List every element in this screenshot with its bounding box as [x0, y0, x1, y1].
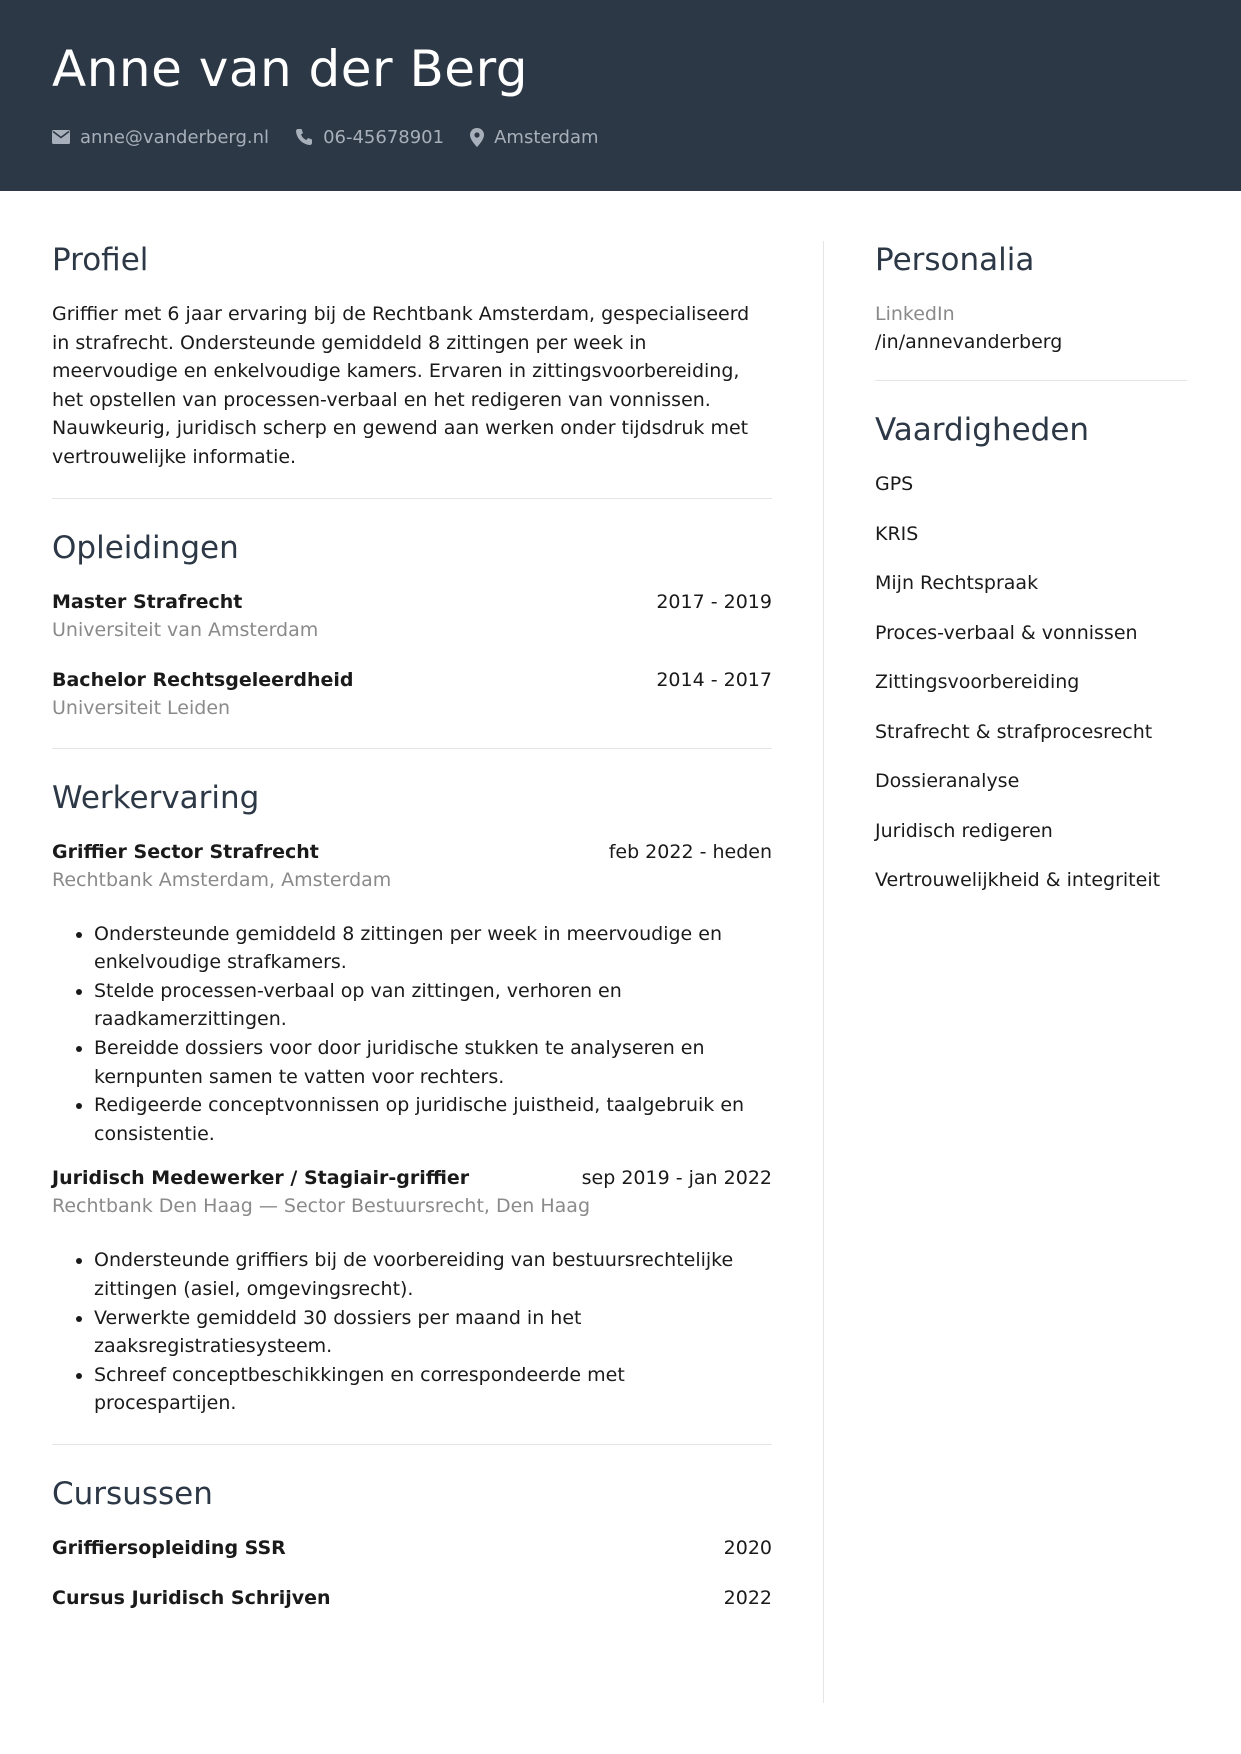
- profile-text: Griffier met 6 jaar ervaring bij de Rechtbank Amsterdam, gespecialiseerd in strafrecht. Ondersteunde gemiddeld 8 zittingen per week in meervoudige en enkelvoudige kamers. Ervaren in zittingsvoorbereiding, het opstellen van processen-verbaal en het redigeren van vonnissen. Nauwkeurig, juridisch scherp en gewend aan werken onder tijdsdruk met vertrouwelijke informatie.: [52, 303, 750, 468]
- list-item: • Stelde processen-verbaal op van zittingen, verhoren en raadkamerzittingen.: [94, 977, 772, 1034]
- location-text: Amsterdam: [494, 126, 599, 148]
- job-period: sep 2019 - jan 2022: [581, 1167, 772, 1190]
- skill-item: Strafrecht & strafprocesrecht: [875, 720, 1153, 743]
- list-item: • Schreef conceptbeschikkingen en correspondeerde met procespartijen.: [94, 1361, 772, 1418]
- skill-item: Mijn Rechtspraak: [875, 572, 1039, 594]
- section-divider: [875, 380, 1187, 381]
- personal-section: [875, 240, 1187, 356]
- contact-phone: [295, 127, 444, 148]
- job-role: Juridisch Medewerker / Stagiair-griffier: [52, 1167, 470, 1190]
- job-organization: Rechtbank Den Haag — Sector Bestuursrecht, Den Haag: [52, 1195, 591, 1218]
- course-name: Cursus Juridisch Schrijven: [52, 1586, 331, 1609]
- courses-title: Cursussen: [52, 1475, 213, 1512]
- section-divider: [52, 1444, 772, 1445]
- candidate-name: Anne van der Berg: [52, 40, 528, 98]
- skill-item: Juridisch redigeren: [875, 819, 1053, 842]
- experience-entry: [52, 1164, 772, 1418]
- section-divider: [52, 498, 772, 499]
- education-title: Opleidingen: [52, 529, 239, 566]
- education-entry: [52, 588, 772, 644]
- job-period: feb 2022 - heden: [608, 840, 772, 863]
- personal-title: Personalia: [875, 242, 1035, 278]
- list-item: • Verwerkte gemiddeld 30 dossiers per maand in het zaaksregistratiesysteem.: [94, 1304, 772, 1361]
- envelope-icon: [52, 130, 70, 144]
- skill-item: Zittingsvoorbereiding: [875, 671, 1080, 693]
- experience-entry: [52, 838, 772, 1149]
- email-text: anne@vanderberg.nl: [80, 126, 270, 148]
- job-bullets: [52, 1246, 772, 1418]
- map-pin-icon: [470, 128, 484, 147]
- experience-section: [52, 778, 772, 1418]
- education-years: 2017 - 2019: [656, 590, 772, 613]
- phone-icon: [295, 128, 313, 146]
- list-item: • Ondersteunde gemiddeld 8 zittingen per week in meervoudige en enkelvoudige strafkamers.: [94, 920, 772, 977]
- course-entry: [52, 1534, 772, 1562]
- list-item: • Bereidde dossiers voor door juridische stukken te analyseren en kernpunten samen te vatten voor rechters.: [94, 1034, 772, 1091]
- skill-item: Vertrouwelijkheid & integriteit: [875, 869, 1161, 891]
- linkedin-label: LinkedIn: [875, 303, 955, 325]
- profile-section: [52, 240, 772, 472]
- column-divider: [823, 241, 824, 1703]
- list-item: • Ondersteunde griffiers bij de voorbereiding van bestuursrechtelijke zittingen (asiel, omgevingsrecht).: [94, 1246, 772, 1303]
- education-section: [52, 528, 772, 722]
- job-organization: Rechtbank Amsterdam, Amsterdam: [52, 868, 392, 891]
- degree-title: Bachelor Rechtsgeleerdheid: [52, 668, 354, 691]
- degree-title: Master Strafrecht: [52, 590, 243, 613]
- school-name: Universiteit van Amsterdam: [52, 618, 319, 641]
- course-year: 2020: [723, 1536, 772, 1559]
- skills-section: [875, 410, 1187, 894]
- skill-item: Proces-verbaal & vonnissen: [875, 621, 1138, 644]
- phone-text: 06-45678901: [323, 126, 445, 148]
- linkedin-value: /in/annevanderberg: [875, 331, 1063, 353]
- resume-header: [0, 0, 1241, 191]
- course-year: 2022: [723, 1586, 772, 1609]
- contact-location: [470, 127, 598, 148]
- courses-section: [52, 1474, 772, 1612]
- skill-item: Dossieranalyse: [875, 770, 1020, 792]
- main-column: [52, 240, 772, 1612]
- skill-item: GPS: [875, 473, 914, 495]
- skills-title: Vaardigheden: [875, 412, 1090, 448]
- experience-title: Werkervaring: [52, 779, 260, 816]
- section-divider: [52, 748, 772, 749]
- skill-item: KRIS: [875, 522, 919, 545]
- sidebar-column: [875, 240, 1187, 916]
- job-role: Griffier Sector Strafrecht: [52, 840, 319, 863]
- job-bullets: [52, 920, 772, 1149]
- education-entry: [52, 666, 772, 722]
- list-item: • Redigeerde conceptvonnissen op juridische juistheid, taalgebruik en consistentie.: [94, 1091, 772, 1148]
- contact-email: [52, 127, 269, 148]
- school-name: Universiteit Leiden: [52, 696, 231, 719]
- course-entry: [52, 1584, 772, 1612]
- contact-bar: [52, 124, 625, 150]
- education-years: 2014 - 2017: [656, 668, 772, 691]
- course-name: Griffiersopleiding SSR: [52, 1536, 286, 1559]
- profile-title: Profiel: [52, 242, 149, 278]
